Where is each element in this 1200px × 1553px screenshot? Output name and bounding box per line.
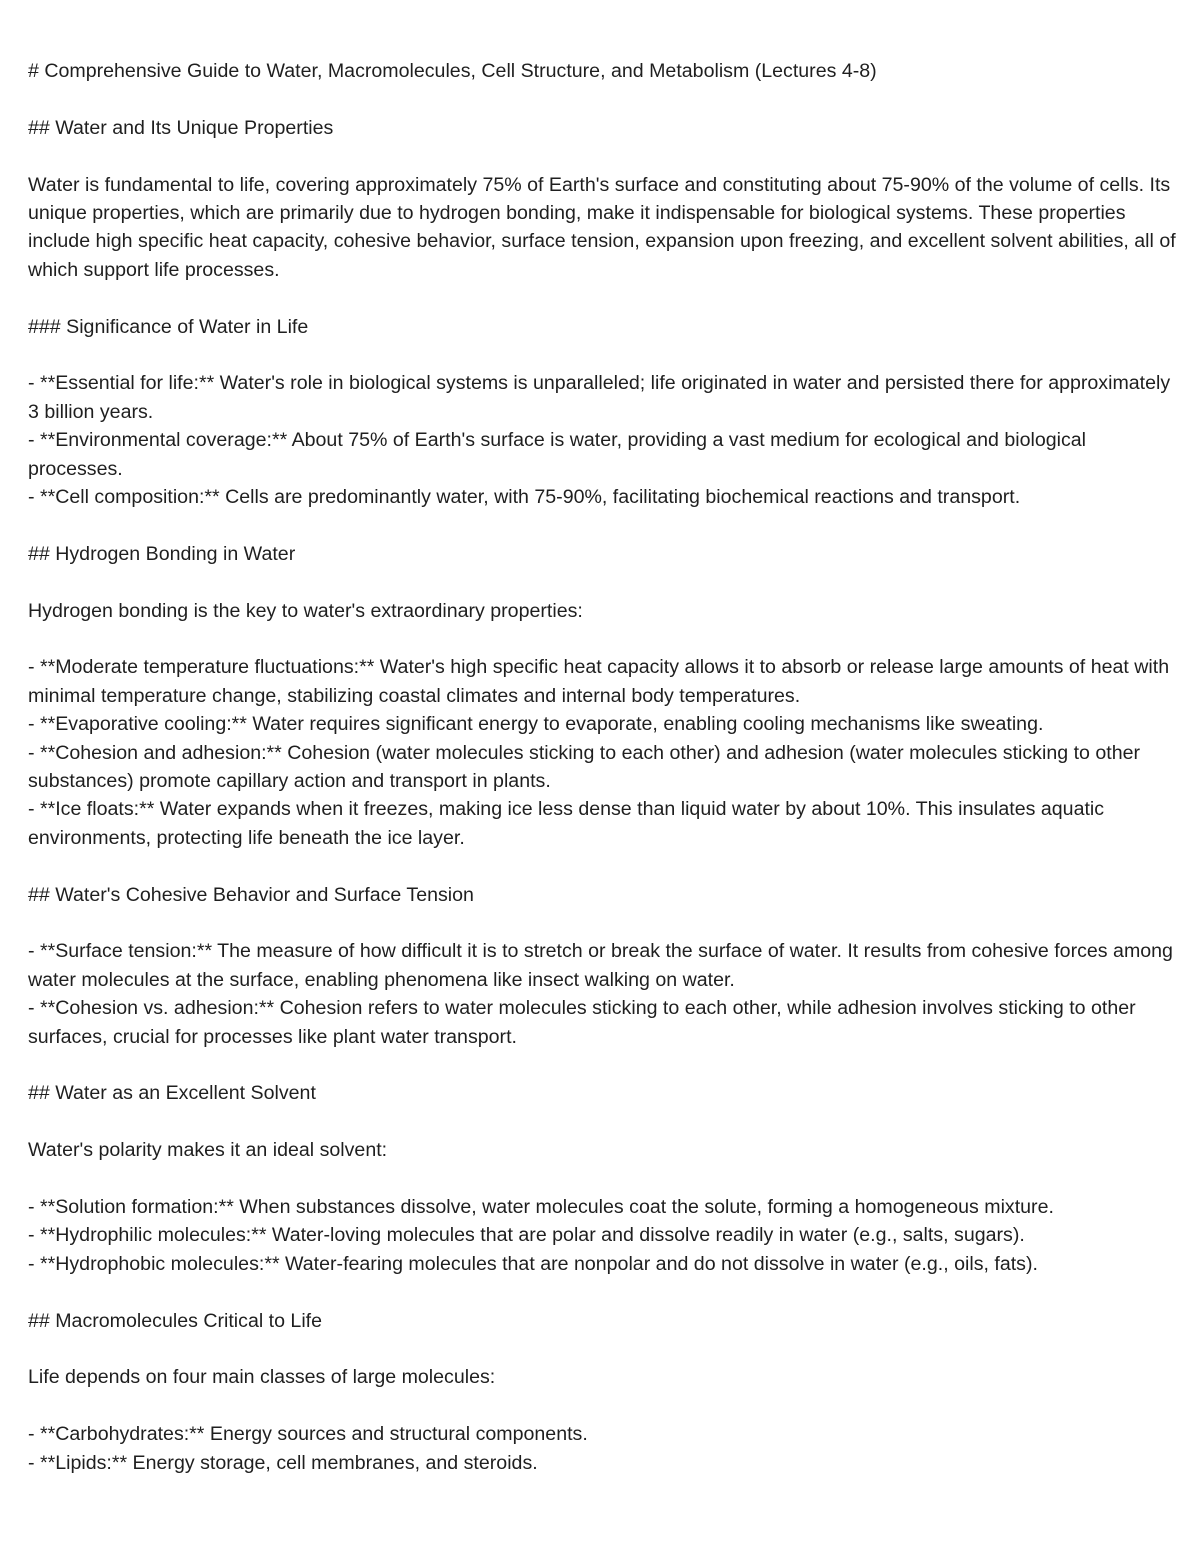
section-heading: ## Hydrogen Bonding in Water <box>28 542 296 565</box>
bullet-list <box>28 369 1178 511</box>
list-item: - **Cohesion vs. adhesion:** Cohesion refers to water molecules sticking to each other, while adhesion involves sticking to other surfaces, crucial for processes like plant water transport. <box>28 997 1136 1048</box>
section-heading: ## Water and Its Unique Properties <box>28 116 334 139</box>
bullet-list <box>28 1193 1178 1278</box>
section-heading: ### Significance of Water in Life <box>28 315 309 338</box>
section-paragraph: Life depends on four main classes of large molecules: <box>28 1366 496 1389</box>
document-title: # Comprehensive Guide to Water, Macromolecules, Cell Structure, and Metabolism (Lectures 4-8) <box>28 60 877 82</box>
list-item: - **Essential for life:** Water's role in biological systems is unparalleled; life originated in water and persisted there for approximately 3 billion years. <box>28 372 1171 423</box>
section-heading: ## Macromolecules Critical to Life <box>28 1309 323 1332</box>
list-item: - **Lipids:** Energy storage, cell membranes, and steroids. <box>28 1451 538 1474</box>
document-page <box>28 57 1178 1505</box>
list-item: - **Ice floats:** Water expands when it freezes, making ice less dense than liquid water by about 10%. This insulates aquatic environments, protecting life beneath the ice layer. <box>28 798 1105 849</box>
list-item: - **Cohesion and adhesion:** Cohesion (water molecules sticking to each other) and adhesion (water molecules sticking to other substances) promote capillary action and transport in plants. <box>28 741 1141 793</box>
section-paragraph: Water is fundamental to life, covering approximately 75% of Earth's surface and constituting about 75-90% of the volume of cells. Its unique properties, which are primarily due to hydrogen bonding, make it indispensable for biological systems. These properties include high specific heat capacity, cohesive behavior, surface tension, expansion upon freezing, and excellent solvent abilities, all of which support life processes. <box>28 173 1176 281</box>
bullet-list <box>28 1420 1178 1477</box>
list-item: - **Hydrophilic molecules:** Water-loving molecules that are polar and dissolve readily in water (e.g., salts, sugars). <box>28 1224 1025 1247</box>
list-item: - **Hydrophobic molecules:** Water-fearing molecules that are nonpolar and do not dissolve in water (e.g., oils, fats). <box>28 1252 1038 1275</box>
list-item: - **Environmental coverage:** About 75% of Earth's surface is water, providing a vast medium for ecological and biological processes. <box>28 429 1087 480</box>
section-paragraph: Hydrogen bonding is the key to water's extraordinary properties: <box>28 599 583 622</box>
bullet-list <box>28 937 1178 1051</box>
list-item: - **Surface tension:** The measure of how difficult it is to stretch or break the surface of water. It results from cohesive forces among water molecules at the surface, enabling phenomena like insect walking on water. <box>28 940 1173 991</box>
list-item: - **Solution formation:** When substances dissolve, water molecules coat the solute, forming a homogeneous mixture. <box>28 1196 1054 1219</box>
list-item: - **Carbohydrates:** Energy sources and structural components. <box>28 1423 588 1446</box>
section-heading: ## Water's Cohesive Behavior and Surface Tension <box>28 883 474 906</box>
list-item: - **Moderate temperature fluctuations:** Water's high specific heat capacity allows it to absorb or release large amounts of heat with minimal temperature change, stabilizing coastal climates and internal body temperatures. <box>28 656 1170 707</box>
section-paragraph: Water's polarity makes it an ideal solvent: <box>28 1139 388 1162</box>
bullet-list <box>28 653 1178 852</box>
section-heading: ## Water as an Excellent Solvent <box>28 1082 316 1105</box>
list-item: - **Evaporative cooling:** Water requires significant energy to evaporate, enabling cooling mechanisms like sweating. <box>28 713 1044 736</box>
list-item: - **Cell composition:** Cells are predominantly water, with 75-90%, facilitating biochemical reactions and transport. <box>28 486 1021 509</box>
